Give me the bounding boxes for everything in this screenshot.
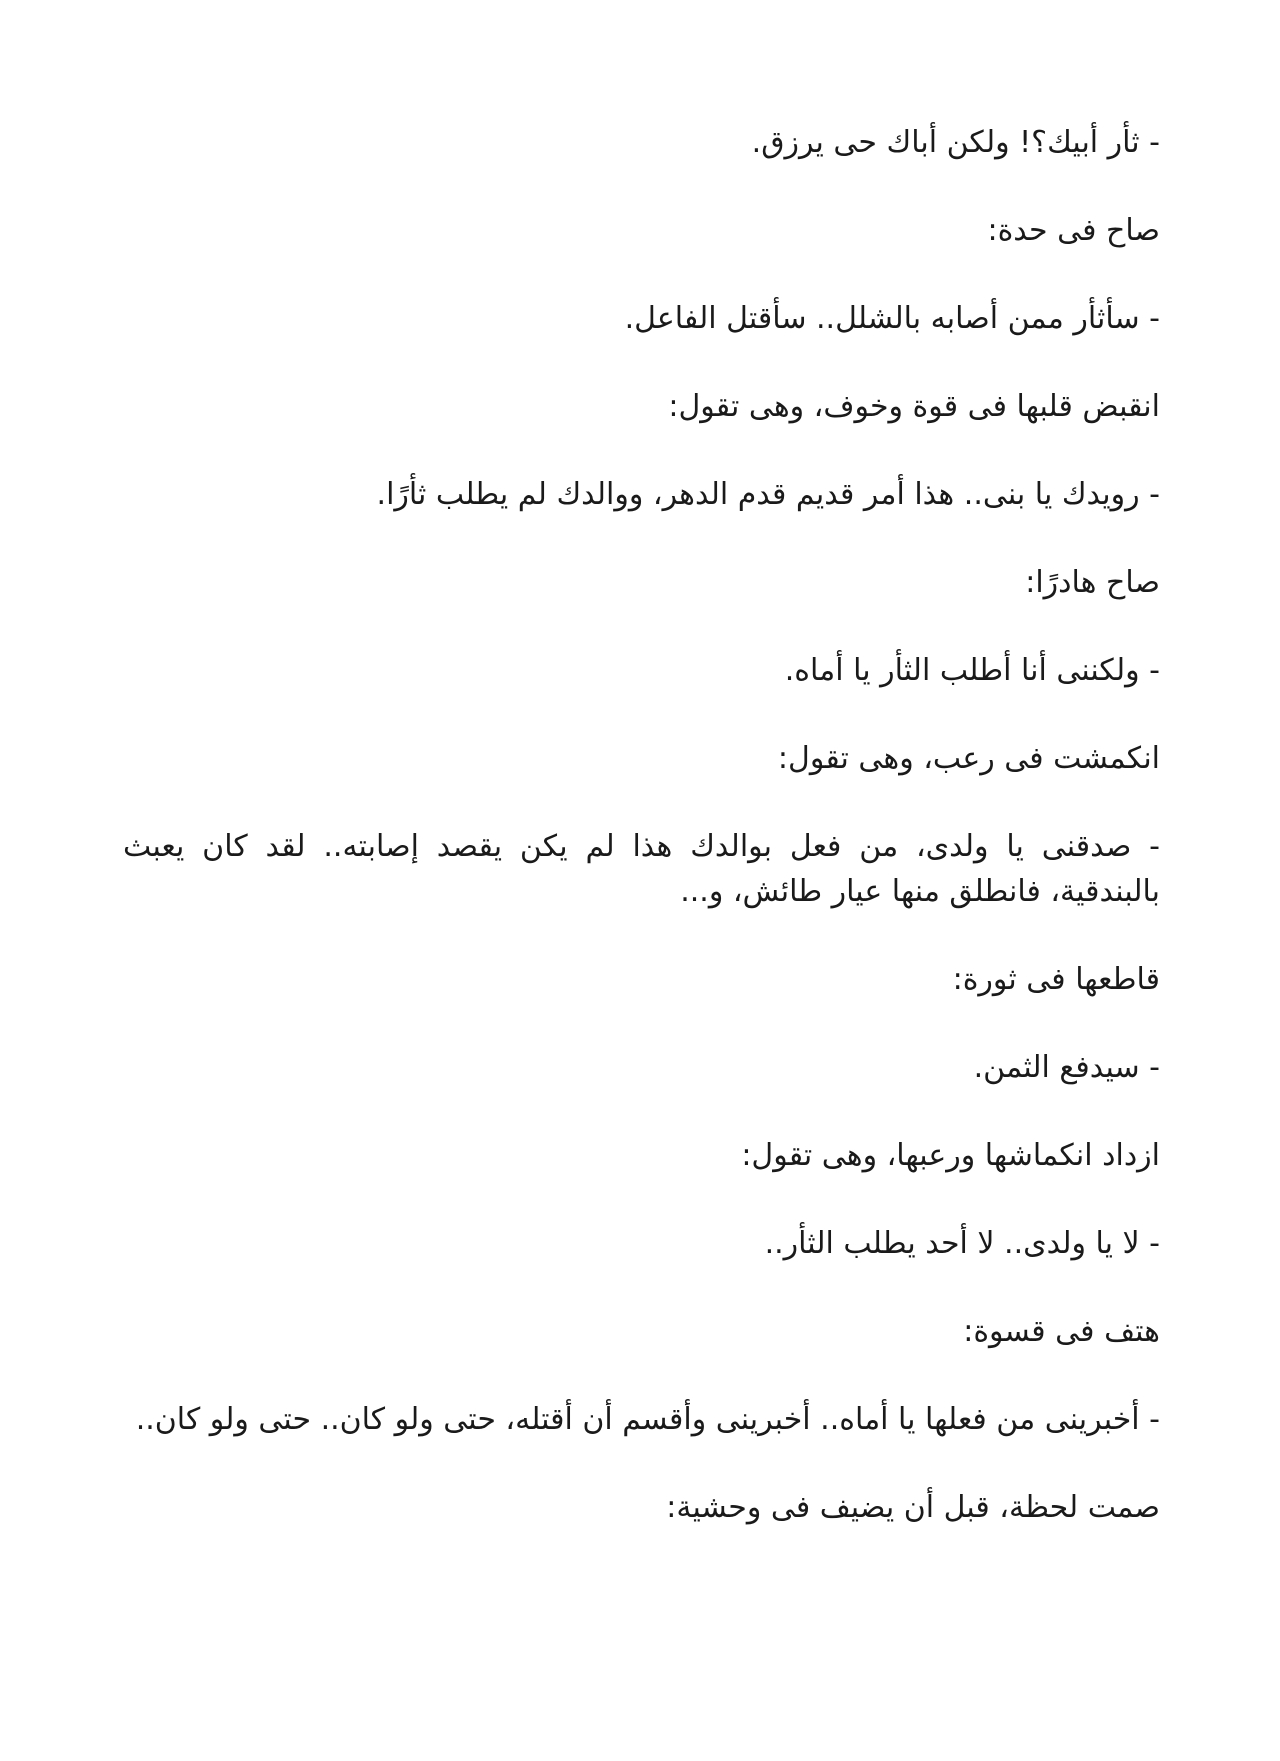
paragraph: - رويدك يا بنى.. هذا أمر قديم قدم الدهر، ووالدك لم يطلب ثأرًا. — [376, 477, 1160, 512]
paragraph: صمت لحظة، قبل أن يضيف فى وحشية: — [666, 1490, 1160, 1525]
paragraph: انقبض قلبها فى قوة وخوف، وهى تقول: — [668, 389, 1160, 424]
paragraph: - سأثأر ممن أصابه بالشلل.. سأقتل الفاعل. — [624, 301, 1160, 336]
paragraph: - أخبرينى من فعلها يا أماه.. أخبرينى وأقسم أن أقتله، حتى ولو كان.. حتى ولو كان.. — [135, 1402, 1160, 1437]
paragraph: - صدقنى يا ولدى، من فعل بوالدك هذا لم يكن يقصد إصابته.. لقد كان يعبث بالبندقية، فانطلق منها عيار طائش، و... — [123, 829, 1160, 909]
paragraph: - ولكننى أنا أطلب الثأر يا أماه. — [784, 653, 1160, 688]
paragraph: صاح فى حدة: — [987, 213, 1160, 248]
paragraph: انكمشت فى رعب، وهى تقول: — [777, 741, 1160, 776]
paragraph: - ثأر أبيك؟! ولكن أباك حى يرزق. — [751, 125, 1160, 160]
paragraph: صاح هادرًا: — [1025, 565, 1160, 600]
paragraph: قاطعها فى ثورة: — [952, 962, 1160, 997]
paragraph: ازداد انكماشها ورعبها، وهى تقول: — [741, 1138, 1160, 1173]
paragraph: - سيدفع الثمن. — [973, 1050, 1160, 1085]
paragraph: هتف فى قسوة: — [963, 1314, 1160, 1349]
paragraph: - لا يا ولدى.. لا أحد يطلب الثأر.. — [764, 1226, 1160, 1261]
text-column — [123, 120, 1160, 1573]
